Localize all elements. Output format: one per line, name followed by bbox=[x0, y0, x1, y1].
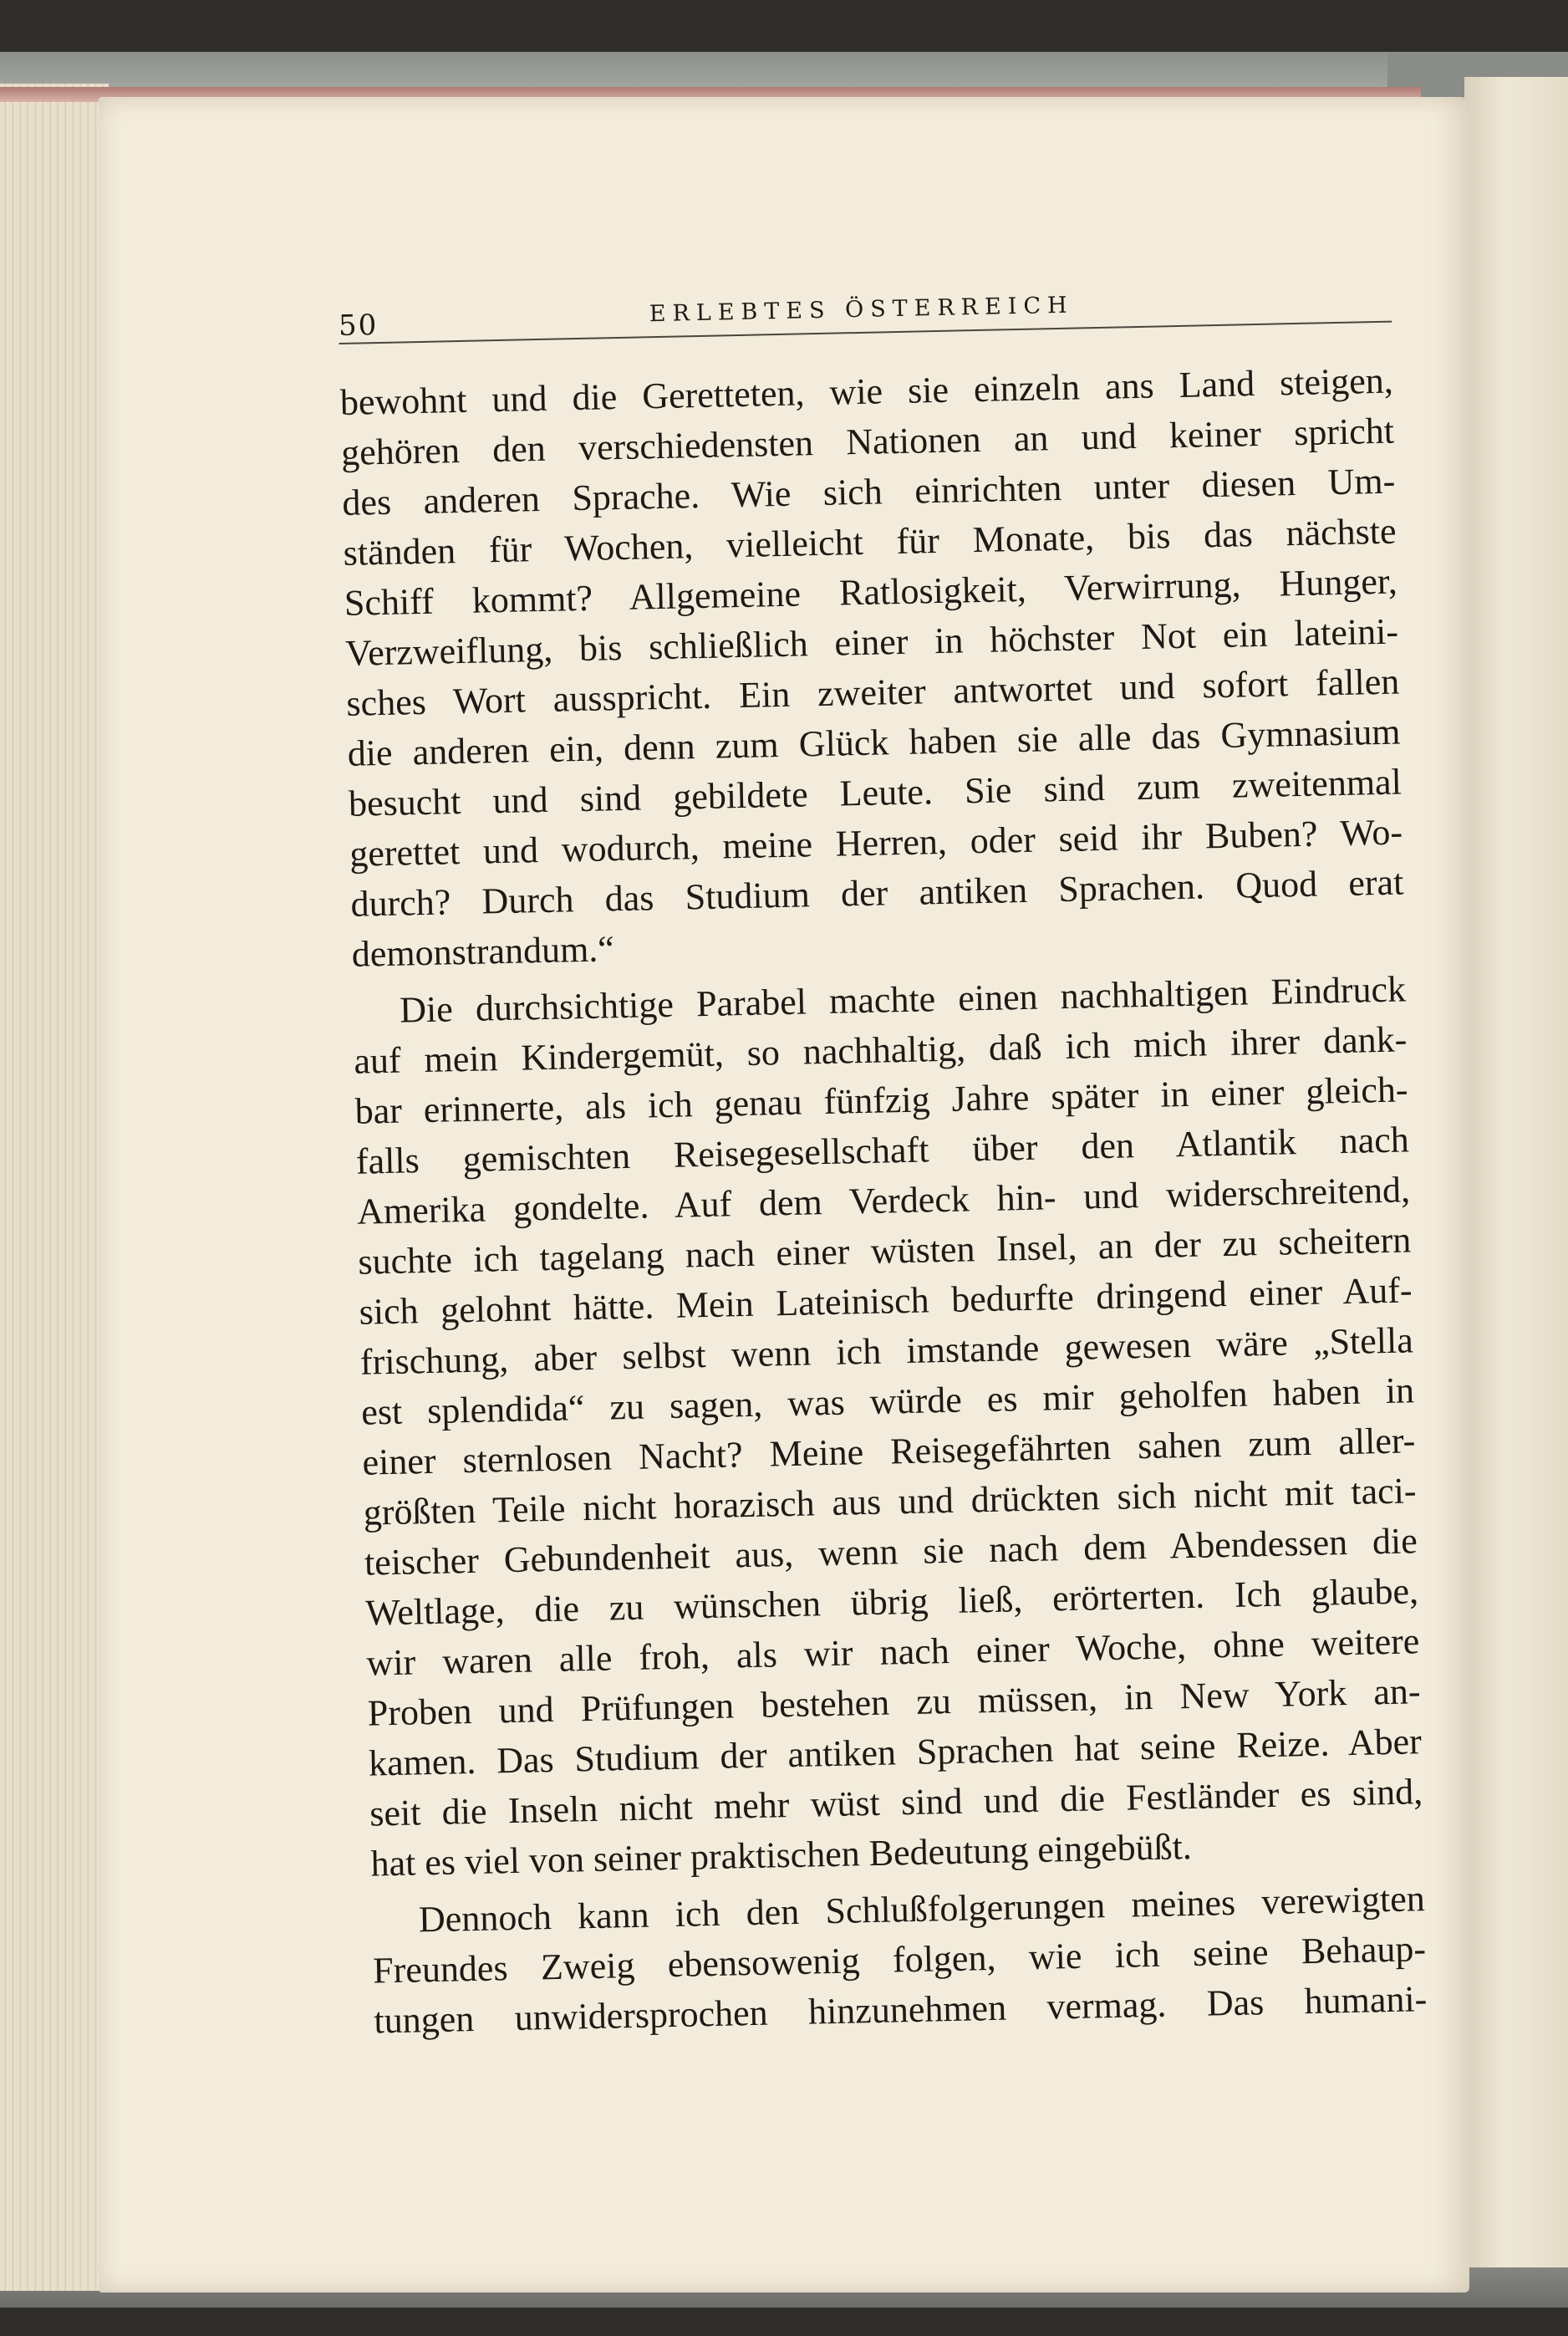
text-line: bar erinnerte, als ich genau fünfzig Jahre später in einer gleich- bbox=[354, 1069, 1408, 1132]
text-line: Verzweiflung, bis schließlich einer in höchster Not ein lateini- bbox=[344, 610, 1399, 674]
page-text-block bbox=[338, 263, 1428, 2047]
paragraph bbox=[353, 964, 1424, 1889]
text-line: frischung, aber selbst wenn ich imstande gewesen wäre „Stella bbox=[359, 1319, 1414, 1383]
text-line: gerettet und wodurch, meine Herren, oder seid ihr Buben? Wo- bbox=[349, 811, 1403, 875]
page-number: 50 bbox=[338, 309, 379, 343]
text-line: bewohnt und die Geretteten, wie sie einzeln ans Land steigen, bbox=[339, 360, 1394, 423]
text-line: Proben und Prüfungen bestehen zu müssen, in New York an- bbox=[367, 1670, 1422, 1734]
text-line: auf mein Kindergemüt, so nachhaltig, daß ich mich ihrer dank- bbox=[353, 1018, 1408, 1082]
text-line: ständen für Wochen, vielleicht für Monate, bis das nächste bbox=[343, 510, 1397, 574]
running-head-title: ERLEBTES ÖSTERREICH bbox=[649, 292, 1074, 328]
text-line: Die durchsichtige Parabel machte einen nachhaltigen Eindruck bbox=[399, 968, 1407, 1031]
text-line: durch? Durch das Studium der antiken Sprachen. Quod erat bbox=[350, 861, 1404, 925]
text-line: suchte ich tagelang nach einer wüsten Insel, an der zu scheitern bbox=[357, 1219, 1412, 1283]
text-line: größten Teile nicht horazisch aus und drückten sich nicht mit taci- bbox=[363, 1470, 1418, 1533]
paragraph bbox=[371, 1874, 1427, 2046]
text-line: Weltlage, die zu wünschen übrig ließ, erörterten. Ich glaube, bbox=[364, 1570, 1419, 1634]
text-line: des anderen Sprache. Wie sich einrichten unter diesen Um- bbox=[341, 460, 1396, 523]
text-line: die anderen ein, denn zum Glück haben sie alle das Gymnasium bbox=[347, 711, 1401, 774]
text-line: seit die Inseln nicht mehr wüst sind und die Festländer es sind, bbox=[369, 1771, 1423, 1834]
text-line: hat es viel von seiner praktischen Bedeutung eingebüßt. bbox=[370, 1826, 1193, 1885]
text-line: sches Wort ausspricht. Ein zweiter antwortet und sofort fallen bbox=[345, 661, 1400, 724]
text-line: est splendida“ zu sagen, was würde es mir geholfen haben in bbox=[360, 1369, 1415, 1433]
text-line: Schiff kommt? Allgemeine Ratlosigkeit, Verwirrung, Hunger, bbox=[344, 560, 1398, 624]
text-line: falls gemischten Reisegesellschaft über den Atlantik nach bbox=[355, 1119, 1410, 1182]
text-line: wir waren alle froh, als wir nach einer Woche, ohne weitere bbox=[366, 1620, 1420, 1684]
page-edges-stack bbox=[0, 84, 109, 2291]
text-line: kamen. Das Studium der antiken Sprachen hat seine Reize. Aber bbox=[368, 1721, 1423, 1784]
body-text bbox=[339, 356, 1428, 2047]
text-line: tungen unwidersprochen hinzunehmen vermag. Das humani- bbox=[373, 1978, 1428, 2042]
text-line: Amerika gondelte. Auf dem Verdeck hin- und widerschreitend, bbox=[356, 1169, 1411, 1232]
text-line: demonstrandum.“ bbox=[351, 928, 615, 975]
text-line: einer sternlosen Nacht? Meine Reisegefährten sahen zum aller- bbox=[362, 1420, 1416, 1483]
text-line: teischer Gebundenheit aus, wenn sie nach dem Abendessen die bbox=[364, 1520, 1418, 1584]
text-line: besucht und sind gebildete Leute. Sie sind zum zweitenmal bbox=[348, 761, 1403, 824]
next-page-edge bbox=[1464, 77, 1568, 2267]
text-line: Dennoch kann ich den Schlußfolgerungen meines verewigten bbox=[418, 1878, 1426, 1941]
text-line: gehören den verschiedensten Nationen an und keiner spricht bbox=[340, 410, 1395, 473]
text-line: Freundes Zweig ebensowenig folgen, wie ich seine Behaup- bbox=[372, 1928, 1427, 1992]
paragraph bbox=[339, 356, 1405, 980]
text-line: sich gelohnt hätte. Mein Lateinisch bedurfte dringend einer Auf- bbox=[359, 1269, 1413, 1333]
